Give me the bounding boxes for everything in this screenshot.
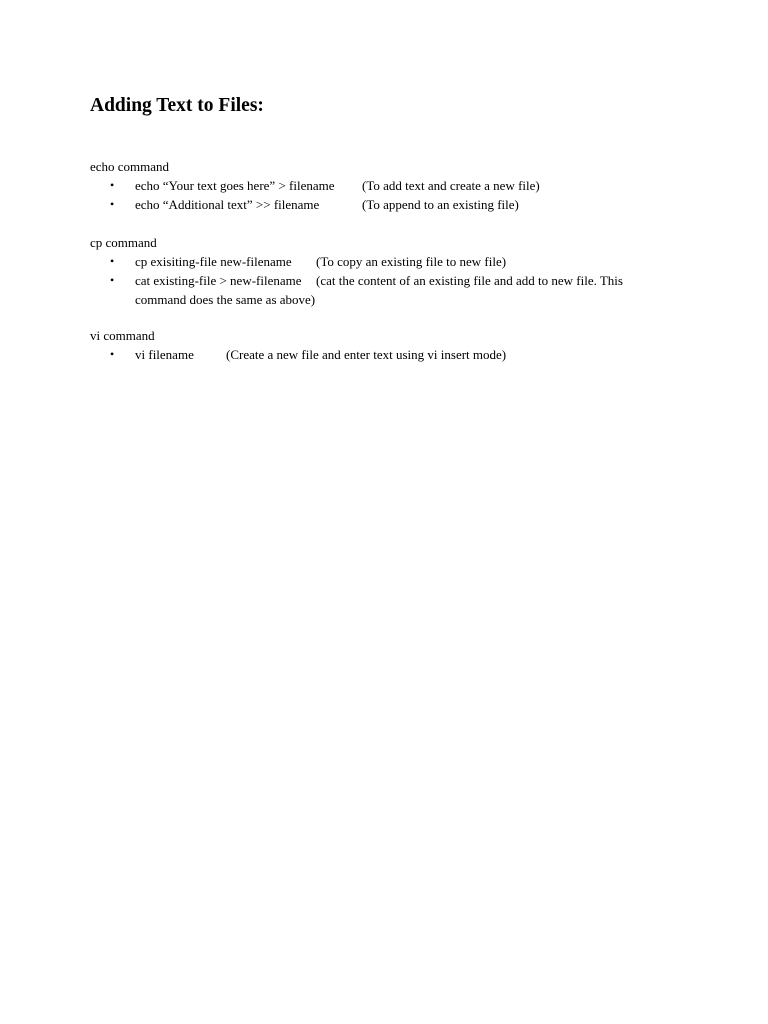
- command-text: cat existing-file > new-filename: [135, 273, 302, 288]
- list-item: [90, 252, 690, 271]
- command-description: (To append to an existing file): [362, 197, 519, 212]
- bullet-icon: •: [110, 178, 115, 192]
- item-line: [135, 271, 690, 290]
- list-item: [90, 271, 690, 309]
- bullet-list: [90, 252, 690, 309]
- item-line: [135, 195, 690, 214]
- section-heading: vi command: [90, 328, 155, 343]
- section-heading: echo command: [90, 159, 170, 174]
- list-item: [90, 176, 690, 195]
- bullet-icon: •: [110, 197, 115, 211]
- section-heading: cp command: [90, 235, 157, 250]
- bullet-list: [90, 176, 690, 214]
- command-description: (cat the content of an existing file and add to new file. This: [316, 273, 623, 288]
- item-line: [135, 252, 690, 271]
- section-cp-command: [90, 233, 690, 309]
- section-echo-command: [90, 157, 690, 214]
- list-item: [90, 195, 690, 214]
- item-line: [135, 345, 690, 364]
- description-continuation: command does the same as above): [135, 292, 316, 307]
- section-vi-command: [90, 326, 690, 364]
- command-description: (Create a new file and enter text using vi insert mode): [226, 347, 507, 362]
- list-item: [90, 345, 690, 364]
- command-text: cp exisiting-file new-filename: [135, 254, 292, 269]
- bullet-icon: •: [110, 347, 115, 361]
- page-title: Adding Text to Files:: [90, 95, 264, 116]
- bullet-list: [90, 345, 690, 364]
- command-text: echo “Additional text” >> filename: [135, 197, 320, 212]
- bullet-icon: •: [110, 254, 115, 268]
- item-line: [135, 176, 690, 195]
- command-description: (To copy an existing file to new file): [316, 254, 507, 269]
- command-description: (To add text and create a new file): [362, 178, 540, 193]
- command-text: echo “Your text goes here” > filename: [135, 178, 335, 193]
- bullet-icon: •: [110, 273, 115, 287]
- command-text: vi filename: [135, 347, 194, 362]
